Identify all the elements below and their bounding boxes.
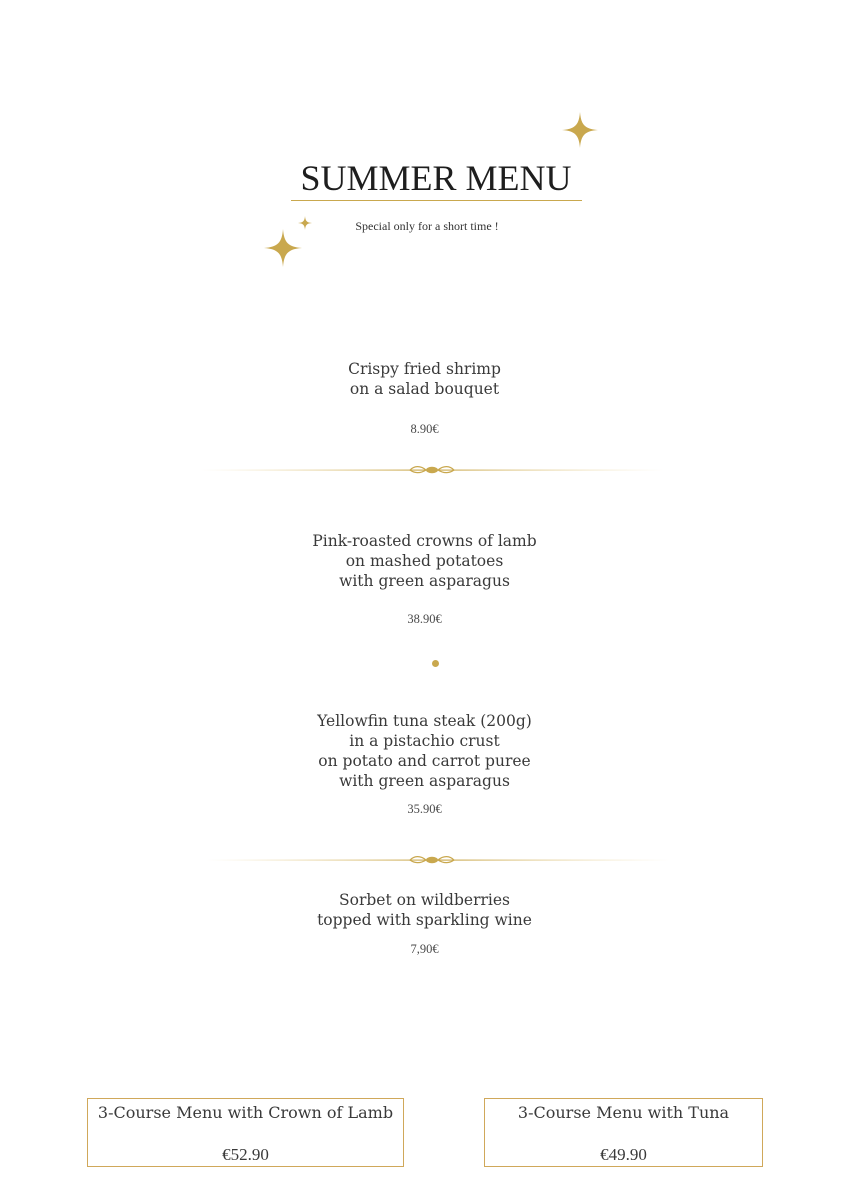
combo-price: €52.90 [222,1145,269,1164]
sparkle-icon [264,229,302,267]
dish-description [0,890,849,930]
combo-price: €49.90 [600,1145,647,1164]
dish-line: with green asparagus [339,772,510,790]
dish-line: on a salad bouquet [349,380,500,398]
dish-price: 7,90€ [410,942,439,956]
combo-menu-box [484,1098,763,1167]
dish-line: Pink-roasted crowns of lamb [312,532,537,550]
combo-menu-box [87,1098,404,1167]
subtitle: Special only for a short time ! [355,219,499,233]
title-underline [291,200,582,201]
dish-line: on mashed potatoes [345,552,504,570]
dish-line: Crispy fried shrimp [348,360,501,378]
dish-line: with green asparagus [339,572,510,590]
dish-description [0,531,849,591]
dish-line: topped with sparkling wine [317,911,532,929]
dish-description [0,359,849,399]
dish-line: Yellowfin tuna steak (200g) [317,712,532,730]
dish-line: in a pistachio crust [349,732,500,750]
combo-title: 3-Course Menu with Crown of Lamb [97,1103,394,1122]
ornament-divider [200,463,664,477]
ornament-divider [206,853,670,867]
dish-price: 35.90€ [407,802,442,816]
page-title: SUMMER MENU [300,158,572,198]
dot-ornament [432,660,439,667]
dish-line: Sorbet on wildberries [339,891,510,909]
sparkle-icon [562,112,598,148]
combo-title: 3-Course Menu with Tuna [517,1103,730,1122]
dish-price: 8.90€ [410,422,439,436]
dish-price: 38.90€ [407,612,442,626]
dish-description [0,711,849,791]
dish-line: on potato and carrot puree [318,752,531,770]
